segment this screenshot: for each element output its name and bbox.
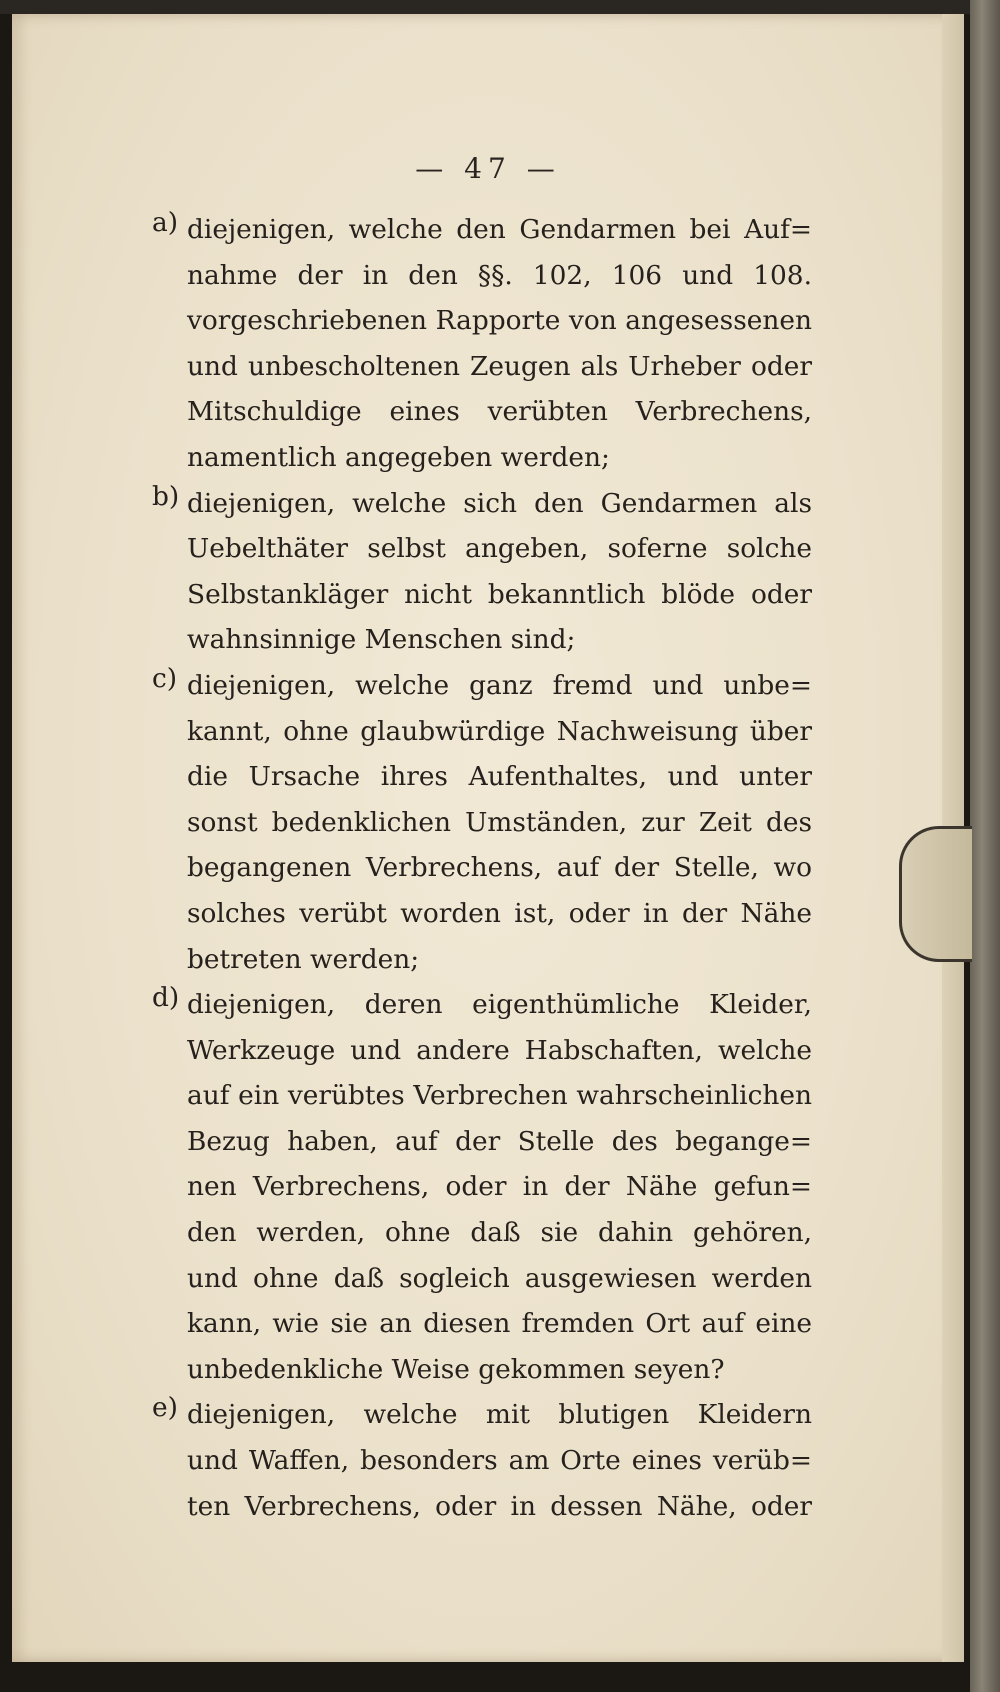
text-line: auf ein verübtes Verbrechen wahrscheinlichen [187,1080,812,1112]
list-item-d [152,982,812,1392]
text-line: nen Verbrechens, oder in der Nähe gefun= [187,1171,812,1203]
list-item-c [152,663,812,982]
text-line: Uebelthäter selbst angeben, soferne solche [187,533,812,565]
book-back-edge [970,0,1000,1692]
text-line: kannt, ohne glaubwürdige Nachweisung über [187,715,812,747]
text-line: wahnsinnige Menschen sind; [187,624,576,656]
book-page [12,14,964,1662]
text-line: sonst bedenklichen Umständen, zur Zeit des [187,806,812,838]
text-line: betreten werden; [187,943,420,975]
text-line: Werkzeuge und andere Habschaften, welche [187,1034,812,1066]
text-line: die Ursache ihres Aufenthaltes, und unter [187,761,812,793]
bookmark-clip [899,826,972,962]
text-line: kann, wie sie an diesen fremden Ort auf eine [187,1308,812,1340]
text-line: solches verübt worden ist, oder in der Nähe [187,897,812,929]
text-line: diejenigen, welche sich den Gendarmen als [187,487,812,519]
text-line: Bezug haben, auf der Stelle des begange= [187,1125,812,1157]
text-line: den werden, ohne daß sie dahin gehören, [187,1217,812,1249]
text-line: unbedenkliche Weise gekommen seyen? [187,1353,725,1385]
item-label: a) [152,207,179,238]
list-item-a [152,207,812,481]
text-line: und unbescholtenen Zeugen als Urheber oder [187,350,812,382]
scan-border [0,0,1000,14]
list-item-b [152,481,812,663]
text-line: begangenen Verbrechens, auf der Stelle, wo [187,852,812,884]
list-item-e [152,1392,812,1529]
text-line: diejenigen, deren eigenthümliche Kleider, [187,989,812,1021]
page-number: — 47 — [415,152,561,185]
item-label: d) [152,982,180,1014]
text-line: diejenigen, welche ganz fremd und unbe= [187,669,812,701]
text-line: Selbstankläger nicht bekanntlich blöde oder [187,578,812,610]
text-line: Mitschuldige eines verübten Verbrechens, [187,396,812,428]
text-line: diejenigen, welche den Gendarmen bei Auf= [187,214,812,245]
item-label: e) [152,1392,178,1424]
text-line: und ohne daß sogleich ausgewiesen werden [187,1262,812,1294]
text-line: diejenigen, welche mit blutigen Kleidern [187,1399,812,1431]
text-line: nahme der in den §§. 102, 106 und 108. [187,259,812,291]
text-line: ten Verbrechens, oder in dessen Nähe, oder [187,1490,812,1522]
text-line: und Waffen, besonders am Orte eines verüb= [187,1445,812,1477]
text-line: vorgeschriebenen Rapporte von angesessenen [187,305,812,337]
item-label: c) [152,662,178,694]
text-block [152,207,812,1529]
text-line: namentlich angegeben werden; [187,441,610,473]
item-label: b) [152,480,180,512]
